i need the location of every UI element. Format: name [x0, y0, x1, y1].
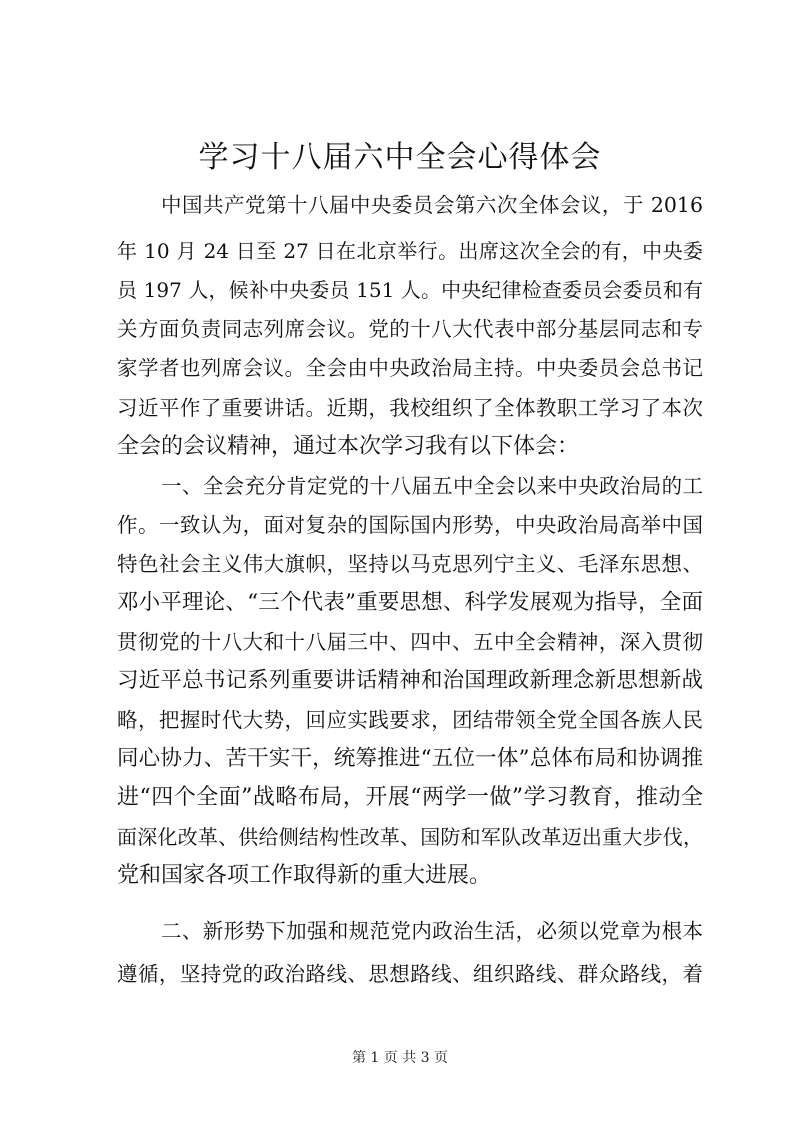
- paragraph-line: 党和国家各项工作取得新的重大进展。: [117, 863, 492, 888]
- page-number-footer: 第 1 页 共 3 页: [351, 1050, 449, 1066]
- paragraph-line: 习近平作了重要讲话。近期，我校组织了全体教职工学习了本次: [117, 396, 703, 420]
- paragraph-line: 二、新形势下加强和规范党内政治生活，必须以党章为根本: [161, 919, 703, 943]
- paragraph-line: 面深化改革、供给侧结构性改革、国防和军队改革迈出重大步伐，: [117, 825, 703, 849]
- paragraph-line: 遵循，坚持党的政治路线、思想路线、组织路线、群众路线，着: [117, 962, 703, 986]
- paragraph-line: 全会的会议精神，通过本次学习我有以下体会：: [117, 434, 580, 459]
- paragraph-line: 关方面负责同志列席会议。党的十八大代表中部分基层同志和专: [117, 317, 703, 341]
- paragraph-line: 同心协力、苦干实干，统筹推进“五位一体”总体布局和协调推: [117, 746, 703, 771]
- paragraph-line: 略，把握时代大势，回应实践要求，团结带领全党全国各族人民: [117, 708, 703, 732]
- document-title: 学习十八届六中全会心得体会: [198, 140, 602, 175]
- paragraph-line: 作。一致认为，面对复杂的国际国内形势，中央政治局高举中国: [117, 513, 703, 537]
- paragraph-line: 贯彻党的十八大和十八届三中、四中、五中全会精神，深入贯彻: [117, 630, 703, 654]
- paragraph-line: 进“四个全面”战略布局，开展“两学一做”学习教育，推动全: [117, 785, 703, 810]
- paragraph-line: 特色社会主义伟大旗帜，坚持以马克思列宁主义、毛泽东思想、: [117, 552, 703, 576]
- paragraph-line: 年 10 月 24 日至 27 日在北京举行。出席这次全会的有，中央委: [117, 239, 703, 263]
- paragraph-line: 一、全会充分肯定党的十八届五中全会以来中央政治局的工: [161, 474, 703, 498]
- paragraph-line: 家学者也列席会议。全会由中央政治局主持。中央委员会总书记: [117, 356, 703, 380]
- paragraph-line: 员 197 人，候补中央委员 151 人。中央纪律检查委员会委员和有: [117, 278, 703, 302]
- paragraph-line: 邓小平理论、“三个代表”重要思想、科学发展观为指导，全面: [117, 590, 703, 615]
- paragraph-line: 习近平总书记系列重要讲话精神和治国理政新理念新思想新战: [117, 668, 703, 693]
- paragraph-line: 中国共产党第十八届中央委员会第六次全体会议，于 2016: [161, 193, 703, 217]
